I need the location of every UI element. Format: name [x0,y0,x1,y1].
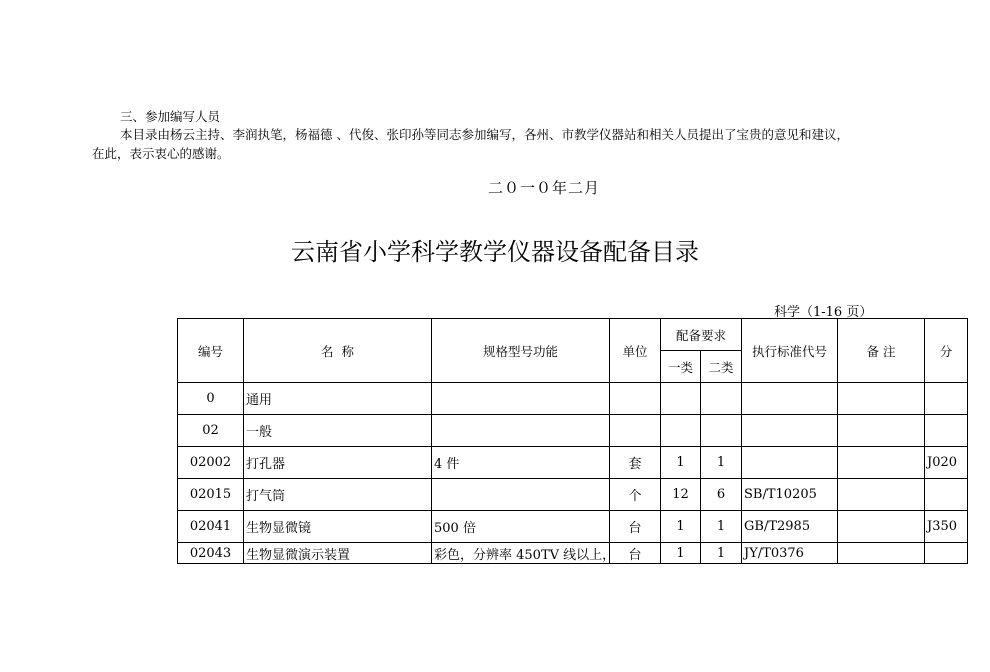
cell-class-1: 1 [661,447,701,479]
header-requirement: 配备要求 [661,319,742,351]
cell-number: 02043 [178,543,244,564]
cell-class-2: 1 [701,511,742,543]
cell-class-2: 6 [701,479,742,511]
acknowledgement-line-2: 在此，表示衷心的感谢。 [92,146,230,161]
cell-name: 一般 [244,415,432,447]
cell-class-2 [701,415,742,447]
cell-name: 生物显微演示装置 [244,543,432,564]
cell-remarks [838,447,925,479]
cell-standard: JY/T0376 [742,543,838,564]
cell-unit: 个 [610,479,661,511]
cell-standard: GB/T2985 [742,511,838,543]
cell-number: 02041 [178,511,244,543]
table-row [178,543,968,564]
cell-standard [742,383,838,415]
header-class-1: 一类 [661,351,701,383]
cell-spec [432,383,610,415]
equipment-catalog-table [177,318,968,564]
cell-unit [610,415,661,447]
cell-standard [742,447,838,479]
cell-number: 02 [178,415,244,447]
cell-unit: 套 [610,447,661,479]
cell-class-2: 1 [701,447,742,479]
cell-class-2: 1 [701,543,742,564]
table-row [178,447,968,479]
cell-number: 02002 [178,447,244,479]
header-name: 名 称 [244,319,432,383]
cell-extra [925,383,968,415]
cell-spec: 4 件 [432,447,610,479]
cell-name: 打气筒 [244,479,432,511]
cell-spec: 彩色，分辨率 450TV 线以上， [432,543,610,564]
document-title: 云南省小学科学教学仪器设备配备目录 [291,238,699,266]
cell-unit [610,383,661,415]
table-row [178,383,968,415]
cell-unit: 台 [610,511,661,543]
cell-remarks [838,511,925,543]
header-standard: 执行标准代号 [742,319,838,383]
header-number: 编号 [178,319,244,383]
cell-unit: 台 [610,543,661,564]
cell-standard: SB/T10205 [742,479,838,511]
cell-name: 生物显微镜 [244,511,432,543]
cell-name: 打孔器 [244,447,432,479]
cell-remarks [838,415,925,447]
table-row [178,511,968,543]
cell-class-1 [661,383,701,415]
acknowledgement-line-1: 本目录由杨云主持、李润执笔，杨福德 、代俊、张印孙等同志参加编写，各州、市教学仪器站和相关人员提出了宝贵的意见和建议， [120,127,849,142]
subject-page-range: 科学（1-16 页） [774,305,873,320]
cell-spec: 500 倍 [432,511,610,543]
cell-extra: J350 [925,511,968,543]
cell-number: 0 [178,383,244,415]
cell-extra [925,479,968,511]
cell-extra: J020 [925,447,968,479]
cell-remarks [838,383,925,415]
cell-extra [925,415,968,447]
cell-class-1: 1 [661,543,701,564]
header-unit: 单位 [610,319,661,383]
cell-standard [742,415,838,447]
cell-spec [432,415,610,447]
cell-remarks [838,479,925,511]
table-row [178,479,968,511]
cell-class-2 [701,383,742,415]
cell-spec [432,479,610,511]
cell-name: 通用 [244,383,432,415]
header-class-2: 二类 [701,351,742,383]
header-spec: 规格型号功能 [432,319,610,383]
cell-class-1: 12 [661,479,701,511]
header-remarks: 备 注 [838,319,925,383]
cell-class-1 [661,415,701,447]
section-heading: 三、参加编写人员 [120,109,221,124]
cell-remarks [838,543,925,564]
date: 二０一０年二月 [488,179,601,197]
cell-number: 02015 [178,479,244,511]
cell-extra [925,543,968,564]
header-extra: 分 [925,319,968,383]
table-row [178,415,968,447]
cell-class-1: 1 [661,511,701,543]
